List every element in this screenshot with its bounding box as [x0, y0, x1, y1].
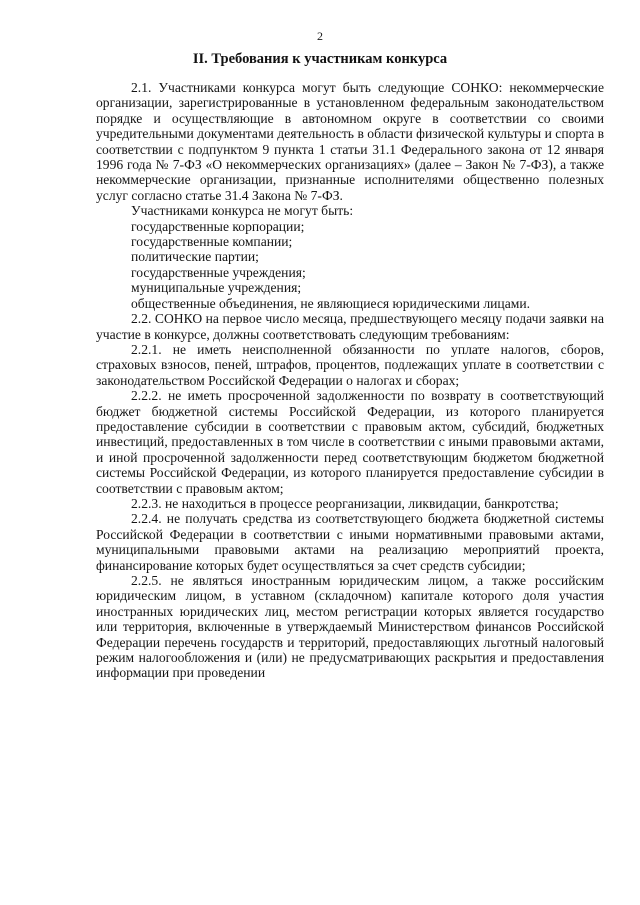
- paragraph-2-2-5: 2.2.5. не являться иностранным юридическим лицом, а также российским юридическим лицом, в уставном (складочном) капитале которого доля участия иностранных юридических лиц, местом регистрации которых является государство или территория, включенные в утверждаемый Министерством финансов Российской Федерации перечень государств и территорий, предоставляющих льготный налоговый режим налогообложения и (или) не предусматривающих раскрытия и предоставления информации при проведении: [96, 573, 604, 681]
- paragraph-excluded-intro: Участниками конкурса не могут быть:: [131, 203, 354, 219]
- excluded-list-item: государственные компании;: [131, 234, 293, 250]
- document-body: [96, 80, 604, 681]
- paragraph-2-2-2: 2.2.2. не иметь просроченной задолженности по возврату в соответствующий бюджет бюджетной системы Российской Федерации, из которого планируется предоставление субсидии в соответствии с правовым актом, субсидий, бюджетных инвестиций, предоставленных в том числе в соответствии с иными правовыми актами, и иной просроченной задолженности перед соответствующим бюджетом бюджетной системы Российской Федерации, из которого планируется предоставление субсидии в соответствии с правовым актом;: [96, 388, 604, 496]
- excluded-list-item: муниципальные учреждения;: [131, 280, 302, 296]
- paragraph-2-1: 2.1. Участниками конкурса могут быть следующие СОНКО: некоммерческие организации, зарегистрированные в установленном федеральным законодательством порядке и осуществляющие в автономном округе в соответствии со своими учредительными документами деятельность в области физической культуры и спорта в соответствии с подпунктом 9 пункта 1 статьи 31.1 Федерального закона от 12 января 1996 года № 7-ФЗ «О некоммерческих организациях» (далее – Закон № 7-ФЗ), а также некоммерческие организации, признанные исполнителями общественно полезных услуг согласно статье 31.4 Закона № 7-ФЗ.: [96, 80, 604, 203]
- paragraph-2-2-4: 2.2.4. не получать средства из соответствующего бюджета бюджетной системы Российской Федерации в соответствии с иными нормативными правовыми актами, муниципальными правовыми актами на реализацию мероприятий проекта, финансирование которых будет осуществляться за счет средств субсидии;: [96, 511, 604, 573]
- paragraph-2-2: 2.2. СОНКО на первое число месяца, предшествующего месяцу подачи заявки на участие в конкурсе, должны соответствовать следующим требованиям:: [96, 311, 604, 342]
- excluded-list-item: государственные учреждения;: [131, 264, 306, 280]
- paragraph-2-2-3: 2.2.3. не находиться в процессе реорганизации, ликвидации, банкротства;: [131, 495, 559, 511]
- section-title: II. Требования к участникам конкурса: [192, 51, 448, 67]
- excluded-list-item: политические партии;: [131, 249, 259, 265]
- excluded-list-item: государственные корпорации;: [131, 218, 305, 234]
- page-number: 2: [317, 29, 323, 43]
- paragraph-2-2-1: 2.2.1. не иметь неисполненной обязанности по уплате налогов, сборов, страховых взносов, пеней, штрафов, процентов, подлежащих уплате в соответствии с законодательством Российской Федерации о налогах и сборах;: [96, 341, 604, 388]
- excluded-list-item: общественные объединения, не являющиеся юридическими лицами.: [131, 295, 531, 311]
